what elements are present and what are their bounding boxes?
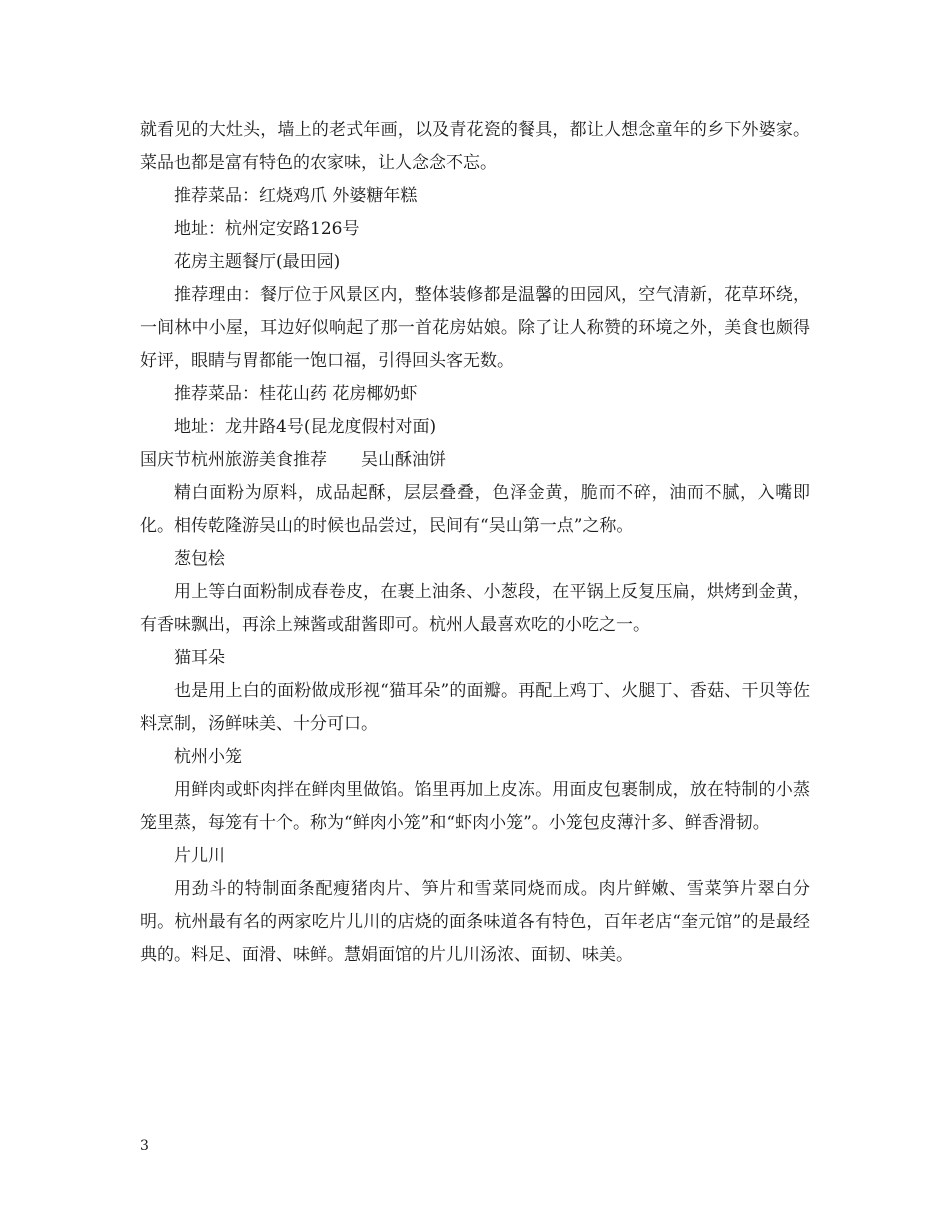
paragraph-line: 杭州小笼 <box>174 747 242 767</box>
dish-name: 吴山酥油饼 <box>361 450 446 470</box>
paragraph-line: 猫耳朵 <box>174 648 225 668</box>
page-content <box>140 114 810 972</box>
section-heading <box>140 444 810 477</box>
section-title: 国庆节杭州旅游美食推荐 <box>140 450 327 470</box>
paragraph-line: 推荐菜品：红烧鸡爪 外婆糖年糕 <box>174 186 418 206</box>
paragraph: 用劲斗的特制面条配瘦猪肉片、笋片和雪菜同烧而成。肉片鲜嫩、雪菜笋片翠白分明。杭州最有名的两家吃片儿川的店烧的面条味道各有特色，百年老店“奎元馆”的是最经典的。料足、面滑、味鲜。慧娟面馆的片儿川汤浓、面韧、味美。 <box>140 879 810 965</box>
paragraph: 精白面粉为原料，成品起酥，层层叠叠，色泽金黄，脆而不碎，油而不腻，入嘴即化。相传乾隆游吴山的时候也品尝过，民间有“吴山第一点”之称。 <box>140 483 810 536</box>
paragraph: 用上等白面粉制成春卷皮，在裹上油条、小葱段，在平锅上反复压扁，烘烤到金黄，有香味飘出，再涂上辣酱或甜酱即可。杭州人最喜欢吃的小吃之一。 <box>140 582 810 635</box>
paragraph-line: 地址：杭州定安路126号 <box>174 219 360 239</box>
page-number: 3 <box>140 1138 149 1154</box>
paragraph-line: 花房主题餐厅(最田园) <box>174 252 341 272</box>
paragraph: 也是用上白的面粉做成形视“猫耳朵”的面瓣。再配上鸡丁、火腿丁、香菇、干贝等佐料烹制，汤鲜味美、十分可口。 <box>140 681 810 734</box>
paragraph: 用鲜肉或虾肉拌在鲜肉里做馅。馅里再加上皮冻。用面皮包裹制成，放在特制的小蒸笼里蒸，每笼有十个。称为“鲜肉小笼”和“虾肉小笼”。小笼包皮薄汁多、鲜香滑韧。 <box>140 780 810 833</box>
paragraph: 推荐理由：餐厅位于风景区内，整体装修都是温馨的田园风，空气清新，花草环绕，一间林中小屋，耳边好似响起了那一首花房姑娘。除了让人称赞的环境之外，美食也颇得好评，眼睛与胃都能一饱口福，引得回头客无数。 <box>140 285 810 371</box>
paragraph: 就看见的大灶头，墙上的老式年画，以及青花瓷的餐具，都让人想念童年的乡下外婆家。菜品也都是富有特色的农家味，让人念念不忘。 <box>140 120 810 173</box>
paragraph-line: 葱包桧 <box>174 549 225 569</box>
paragraph-line: 片儿川 <box>174 846 225 866</box>
paragraph-line: 推荐菜品：桂花山药 花房椰奶虾 <box>174 384 418 404</box>
paragraph-line: 地址：龙井路4号(昆龙度假村对面) <box>174 417 437 437</box>
